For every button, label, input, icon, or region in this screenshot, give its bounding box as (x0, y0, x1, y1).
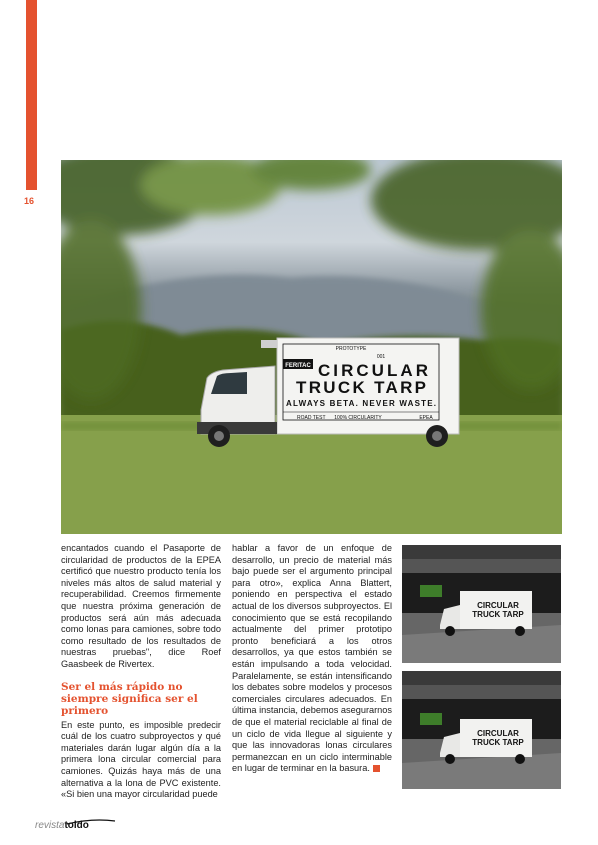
thumb2-title-line2: TRUCK TARP (472, 738, 524, 747)
truck-footer-mid: 100% CIRCULARITY (334, 415, 382, 421)
hero-illustration (61, 160, 562, 534)
truck-footer-right: EPEA (419, 415, 433, 421)
truck-number: 001 (376, 354, 386, 360)
thumb-illustration-1 (402, 545, 561, 663)
article-column-1 (61, 543, 221, 801)
section-label: ACTUALIDAD (25, 121, 36, 190)
thumb2-title-line1: CIRCULAR (477, 729, 519, 738)
truck-title-line2: TRUCK TARP (296, 378, 426, 397)
end-of-article-mark (373, 765, 380, 772)
truck-tag: PROTOTYPE (335, 346, 367, 352)
truck-brand: FERITAC (285, 363, 311, 369)
thumb1-title-line1: CIRCULAR (477, 601, 519, 610)
logo-part-1: revista (35, 820, 65, 831)
photo-truck-tunnel-1 (402, 545, 561, 663)
truck-title-line1: CIRCULAR (318, 361, 428, 380)
logo-part-2: toldo (64, 820, 89, 831)
column2-paragraph-1: hablar a favor de un enfoque de desarrollo, un precio de material más bajo puede ser el argumento principal para otro», explica Anna Blattert, poniendo en perspectiva el estado actual de los diversos subproyectos. El conocimiento que se está recopilando actualmente del primer prototipo pronto beneficiará a los otros desarrollos, ya que estos también se están impulsando a toda velocidad. Paralelamente, se están intensificando los debates sobre modelos y procesos comerciales circulares adecuados. En última instancia, debemos asegurarnos de que el material reciclable al final de un ciclo de vida llegue al siguiente y que las innovadoras lonas circulares permanezcan en un ciclo interminable en lugar de terminar en la basura. (232, 543, 392, 774)
subheading: Ser el más rápido no siempre significa ser el primero (61, 680, 198, 717)
column1-paragraph-2: En este punto, es imposible predecir cuál de los cuatro subproyectos y qué materiales darán lugar algún día a la primera lona circular comercial para camiones. Quizás haya más de una alternativa a la lona de PVC existente. «Si bien una mayor circularidad puede (61, 719, 221, 800)
thumb1-title-line2: TRUCK TARP (472, 610, 524, 619)
thumb-illustration-2 (402, 671, 561, 789)
hero-photo-truck (61, 160, 562, 534)
article-column-2 (232, 543, 392, 775)
page-number: 16 (24, 196, 35, 206)
truck-footer-left: ROAD TEST (297, 415, 326, 421)
photo-truck-tunnel-2 (402, 671, 561, 789)
column1-paragraph-1: encantados cuando el Pasaporte de circularidad de productos de la EPEA certificó que nuestro producto tenía los niveles más altos de salud material y recuperabilidad. Creemos firmemente que nuestra próxima generación de productos será aún más adecuada como lonas para camiones, sobre todo como resultado de los resultados de nuestras pruebas", dice Roef Gaasbeek de Rivertex. (61, 543, 221, 669)
truck-slogan: ALWAYS BETA. NEVER WASTE. (286, 399, 436, 408)
logo-swoosh-icon (37, 818, 117, 826)
